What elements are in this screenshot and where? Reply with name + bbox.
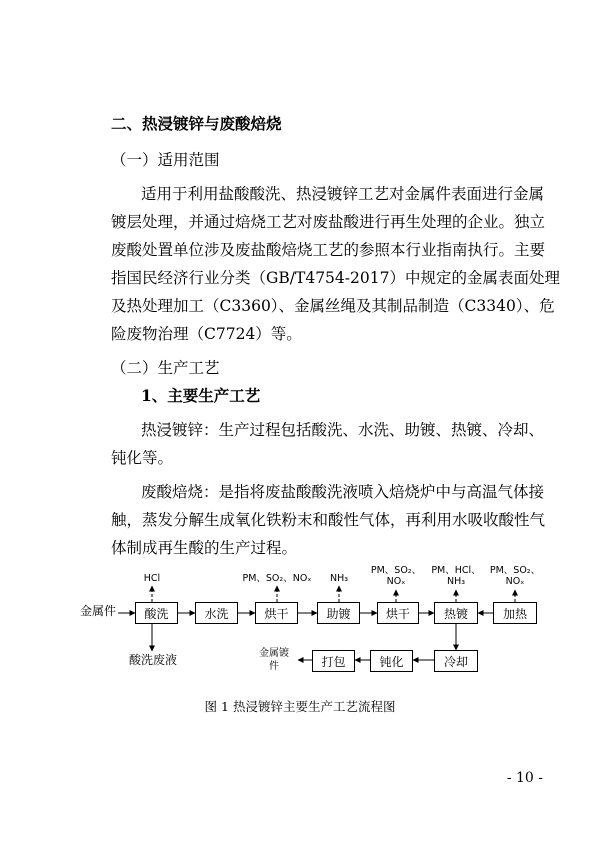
emission-heating-line1: PM、SO₂、 xyxy=(489,565,541,576)
box-packing: 打包 xyxy=(312,650,355,672)
galvanizing-paragraph-line: 热浸镀锌：生产过程包括酸洗、水洗、助镀、热镀、冷却、 xyxy=(141,421,545,439)
box-washing: 水洗 xyxy=(195,602,238,624)
emission-drying: PM、SO₂、NOₓ xyxy=(242,573,312,584)
subsection-title-main-process: 1、主要生产工艺 xyxy=(141,386,261,405)
box-fluxing: 助镀 xyxy=(317,602,360,624)
box-cooling: 冷却 xyxy=(434,650,478,672)
waste-liquid-label: 酸洗废液 xyxy=(128,653,177,667)
scope-paragraph-line: 适用于利用盐酸酸洗、热浸镀锌工艺对金属件表面进行金属 xyxy=(141,185,545,203)
box-passivation: 钝化 xyxy=(370,650,413,672)
roasting-paragraph-line: 触，蒸发分解生成氧化铁粉末和酸性气体，再利用水吸收酸性气 xyxy=(111,511,546,529)
emission-pickling: HCl xyxy=(143,573,161,584)
box-pickling: 酸洗 xyxy=(135,602,178,624)
box-drying: 烘干 xyxy=(255,602,298,624)
roasting-paragraph-line: 废酸焙烧：是指将废盐酸酸洗液喷入焙烧炉中与高温气体接 xyxy=(141,483,545,501)
emission-galvanizing-line1: PM、HCl、 xyxy=(431,565,481,576)
emission-galvanizing-line2: NH₃ xyxy=(446,576,466,587)
box-drying-2: 烘干 xyxy=(377,602,419,624)
emission-fluxing: NH₃ xyxy=(329,573,349,584)
emission-drying2-line2: NOₓ xyxy=(386,576,406,587)
emission-drying2-line1: PM、SO₂、 xyxy=(370,565,422,576)
scope-paragraph-line: 险废物治理（C7724）等。 xyxy=(111,325,302,343)
emission-heating-line2: NOₓ xyxy=(505,576,525,587)
scope-paragraph-line: 指国民经济行业分类（GB/T4754-2017）中规定的金属表面处理 xyxy=(111,269,560,287)
scope-paragraph-line: 及热处理加工（C3360）、金属丝绳及其制品制造（C3340）、危 xyxy=(111,297,555,315)
figure-caption: 图 1 热浸镀锌主要生产工艺流程图 xyxy=(204,699,396,714)
roasting-paragraph-line: 体制成再生酸的生产过程。 xyxy=(111,539,298,557)
box-galvanizing: 热镀 xyxy=(434,602,478,624)
subsection-title-process: （二）生产工艺 xyxy=(111,359,220,377)
section-title: 二、热浸镀锌与废酸焙烧 xyxy=(111,114,282,133)
output-label-line2: 件 xyxy=(269,661,279,672)
scope-paragraph-line: 废酸处置单位涉及废盐酸焙烧工艺的参照本行业指南执行。主要 xyxy=(111,241,546,259)
scope-paragraph-line: 镀层处理，并通过焙烧工艺对废盐酸进行再生处理的企业。独立 xyxy=(111,213,546,231)
output-label-line1: 金属镀 xyxy=(259,648,289,659)
galvanizing-paragraph-line: 钝化等。 xyxy=(111,449,174,467)
page-number: - 10 - xyxy=(506,770,543,786)
input-label: 金属件 xyxy=(79,604,116,618)
box-heating: 加热 xyxy=(493,602,537,624)
subsection-title-scope: （一）适用范围 xyxy=(111,151,220,169)
